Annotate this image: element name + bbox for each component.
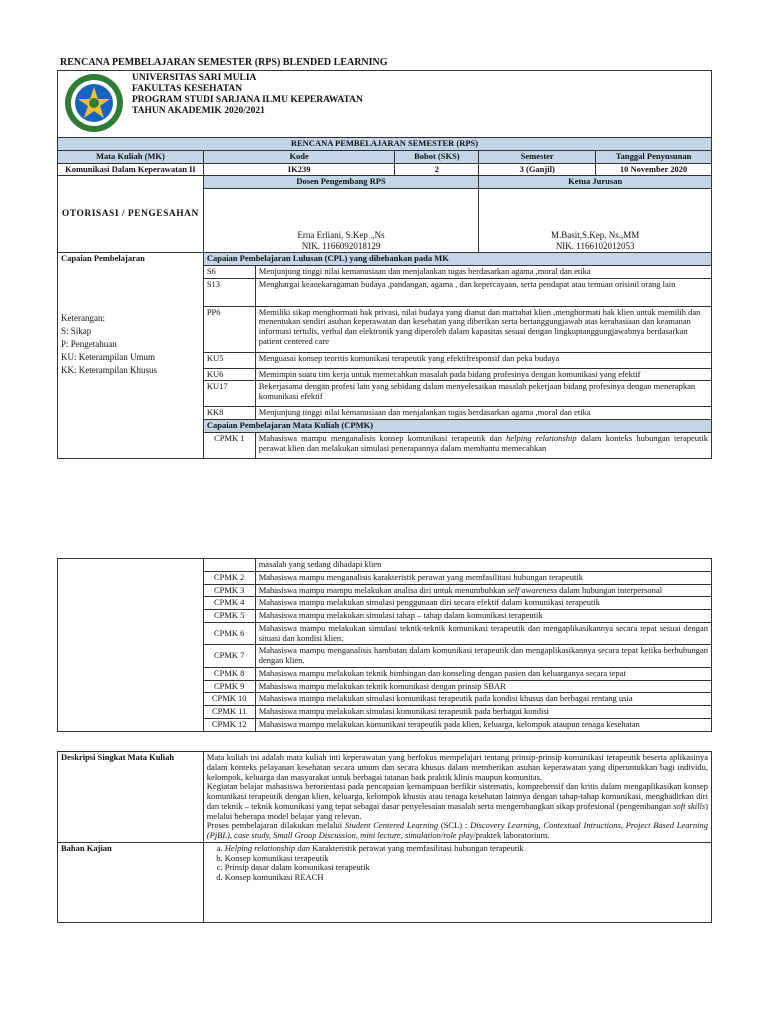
- dosen-signature: [203, 189, 478, 253]
- ketua-signature: [479, 189, 712, 253]
- rps-table-page1: [57, 137, 712, 459]
- cpl-text: Menghargai keanekaragaman budaya ,pandangan, agama , dan kepercayaan, serta pendapat atau temuan orisinil orang lain: [255, 278, 711, 306]
- course-date: 10 November 2020: [596, 163, 712, 176]
- capaian-continued-cell: [58, 559, 204, 732]
- rps-table-page2: [57, 558, 712, 732]
- program-name: PROGRAM STUDI SARJANA ILMU KEPERAWATAN: [132, 95, 363, 105]
- deskripsi-p1: Mata kuliah ini adalah mata kuliah inti keperawatan yang berfokus mempelajari tentang prinsip-prinsip komunikasi terapeutik beserta aplikasinya dalam konteks pelayanan kesehatan secara umum dan secara khusus dalam memberikan asuhan keperawatan yang diperuntukkan bagi individu, kelompok, keluarga dan masyarakat untuk berbagai tatanan baik praktik klinis maupun komunitas.: [206, 752, 708, 782]
- cpmk-text: Mahasiswa mampu melakukan teknik bimbingan dan konseling dengan pasien dan keluarganya secara tepat: [255, 667, 711, 680]
- keterangan-s: S: Sikap: [61, 325, 92, 336]
- document-title: RENCANA PEMBELAJARAN SEMESTER (RPS) BLENDED LEARNING: [60, 57, 388, 68]
- cpl-heading: Capaian Pembelajaran Lulusan (CPL) yang dibebankan pada MK: [203, 253, 711, 266]
- deskripsi-p3: Proses pembelajaran dilakukan melalui Student Centered Learning (SCL) : Discovery Learning, Contextual Intructions, Project Based Learning (PjBL), case study, Small Group Discussion, mini lecture, simulation/role play/praktek laboratorium.: [206, 820, 708, 841]
- ketua-label: Ketua Jurusan: [479, 176, 712, 189]
- otorisasi-label: OTORISASI / PENGESAHAN: [58, 176, 204, 253]
- cpmk-text: Mahasiswa mampu mampu melakukan analisa diri untuk menumbuhkan self awareness dalam hubungan interpersonal: [255, 584, 711, 597]
- keterangan-kk: KK: Keterampilan Khusus: [61, 364, 157, 375]
- cpl-code: KU5: [203, 352, 255, 368]
- university-name: UNIVERSITAS SARI MULIA: [132, 73, 257, 83]
- col-bobot-header: Bobot (SKS): [395, 150, 479, 163]
- cpl-text: Menguasai konsep teoritis komunikasi terapeutik yang efektifresponsif dan peka budaya: [255, 352, 711, 368]
- cpl-code: PP6: [203, 306, 255, 352]
- keterangan-p: P: Pengetahuan: [61, 338, 117, 349]
- cpmk-code: CPMK 8: [203, 667, 255, 680]
- cpmk-text: masalah yang sedang dihadapi klien: [255, 559, 711, 572]
- cpmk-text: Mahasiswa mampu melakukan simulasi komunikasi terapeutik pada kondisi khusus dan berbagai rentang usia: [255, 693, 711, 706]
- col-semester-header: Semester: [479, 150, 596, 163]
- keterangan-title: Keterangan:: [61, 312, 105, 323]
- cpl-text: Memimpin suatu tim kerja untuk memecahkan masalah pada bidang profesinya dengan komunikasi yang efektif: [255, 368, 711, 381]
- bahan-content: [203, 842, 711, 922]
- cpmk-code: CPMK 10: [203, 693, 255, 706]
- cpmk-code: CPMK 7: [203, 645, 255, 668]
- cpmk-text: Mahasiswa mampu melakukan simulasi komunikasi terapeutik pada berbagai kondisi: [255, 706, 711, 719]
- cpmk-text: Mahasiswa mampu melakukan simulasi penggunaan diri secara efektif dalam komunikasi terapeutik: [255, 597, 711, 610]
- faculty-name: FAKULTAS KESEHATAN: [132, 84, 243, 94]
- deskripsi-p2: Kegiatan belajar mahasiswa berorientasi pada pencapaian kemampuan berfikir sistematis, komprehensif dan kritis dalam mengaplikasikan konsep komunikasi terapeutik dengan klien, keluarga, kelompok khusus atau tenaga kesehatan lainnya dengan tahap-tahap komunikasi, menghadirkan diri dan teknik – teknik komunikasi yang tepat sebagai dasar penyelesaian masalah serta mengembangkan sikap profesional (pengembangan soft skills) melalui beberapa model belajar yang relevan.: [206, 781, 708, 821]
- cpmk-code: CPMK 6: [203, 622, 255, 645]
- dosen-label: Dosen Pengembang RPS: [203, 176, 478, 189]
- cpl-code: KU17: [203, 381, 255, 407]
- cpmk-code: CPMK 1: [203, 432, 255, 458]
- university-logo-icon: [64, 73, 124, 133]
- ketua-nik: NIK. 1166102012053: [555, 240, 635, 251]
- keterangan-ku: KU: Keterampilan Umum: [61, 351, 155, 362]
- col-kode-header: Kode: [203, 150, 395, 163]
- dosen-name: Erna Erliani, S.Kep .,Ns: [297, 230, 385, 241]
- cpmk-code: CPMK 3: [203, 584, 255, 597]
- bahan-item: b. Konsep komunikasi terapeutik: [225, 854, 708, 864]
- col-tanggal-header: Tanggal Penyusunan: [596, 150, 712, 163]
- course-code: IK239: [203, 163, 395, 176]
- academic-year: TAHUN AKADEMIK 2020/2021: [132, 106, 265, 116]
- bahan-item: a. Helping relationship dan Karakteristik perawat yang memfasilitasi hubungan terapeutik: [225, 844, 708, 854]
- cpl-code: S6: [203, 265, 255, 278]
- capaian-label-cell: [58, 253, 204, 459]
- cpmk-text: Mahasiswa mampu melakukan simulasi teknik-teknik komunikasi terapeutik dan mengaplikasikannya secara tepat sesuai dengan situasi dan kondisi klien.: [255, 622, 711, 645]
- bahan-item: c. Prinsip dasar dalam komunikasi terapeutik: [225, 863, 708, 873]
- cpmk-code: CPMK 2: [203, 571, 255, 584]
- course-semester: 3 (Ganjil): [479, 163, 596, 176]
- cpmk-text: Mahasiswa mampu menganalisis konsep komunikasi terapeutik dan helping relationship dalam konteks hubungan terapeutik perawat klien dan melakukan simulasi penerapannya dalam membantu memecahkan: [255, 432, 711, 458]
- cpl-text: Memiliki sikap menghormati hak privasi, nilai budaya yang dianut dan martabat klien ,menghormati hak klien untuk memilih dan menentukan sendiri asuhan keperawatan dan kesehatan yang diberikan serta bertanggungjawab atas kerahasiaan dan keamanan informasi tertulis, verbal dan elektronik yang diperoleh dalam kapasitas sesuai dengan lingkuptanggungjawabnya berdasarkan patient centered care: [255, 306, 711, 352]
- col-mk-header: Mata Kuliah (MK): [58, 150, 204, 163]
- course-sks: 2: [395, 163, 479, 176]
- cpmk-code: CPMK 9: [203, 680, 255, 693]
- deskripsi-content: [203, 752, 711, 843]
- rps-heading: RENCANA PEMBELAJARAN SEMESTER (RPS): [58, 138, 712, 151]
- cpmk-code: CPMK 12: [203, 718, 255, 731]
- cpmk-text: Mahasiswa mampu melakukan teknik komunikasi dengan prinsip SBAR: [255, 680, 711, 693]
- cpmk-text: Mahasiswa mampu menganalisis hambatan dalam komunikasi terapeutik dan mengaplikasikannya secara tepat ketika berhubungan dengan klien.: [255, 645, 711, 668]
- cpmk-code: CPMK 5: [203, 610, 255, 623]
- cpmk-text: Mahasiswa mampu menganalisis karakteristik perawat yang memfasilitasi hubungan terapeutik: [255, 571, 711, 584]
- bahan-item: d. Konsep komunikasi REACH: [225, 873, 708, 883]
- cpmk-code: CPMK 11: [203, 706, 255, 719]
- bahan-list: [207, 844, 708, 883]
- cpmk-text: Mahasiswa mampu melakukan simulasi tahap – tahap dalam komunikasi terapeutik: [255, 610, 711, 623]
- cpl-code: KK8: [203, 407, 255, 420]
- capaian-label: Capaian Pembelajaran: [61, 253, 145, 264]
- cpl-code: S13: [203, 278, 255, 306]
- cpl-code: KU6: [203, 368, 255, 381]
- cpl-text: Menjunjung tinggi nilai kemanusiaan dan menjalankan tugas berdasarkan agama ,moral dan etika: [255, 407, 711, 420]
- bahan-label: Bahan Kajian: [58, 842, 204, 922]
- cpl-text: Menjunjung tinggi nilai kemanusiaan dan menjalankan tugas berdasarkan agama ,moral dan etika: [255, 265, 711, 278]
- cpmk-heading: Capaian Pembelajaran Mata Kuliah (CPMK): [203, 420, 711, 433]
- keterangan: [61, 312, 200, 377]
- ketua-name: M.Basit,S.Kep. Ns.,MM: [551, 230, 640, 241]
- cpl-text: Bekerjasama dengan profesi lain yang sebidang dalam menyelesaikan masalah pekerjaan bidang profesinya dengan menerapkan komunikasi efektif: [255, 381, 711, 407]
- course-name: Komunikasi Dalam Keperawatan II: [58, 163, 204, 176]
- deskripsi-table: [57, 751, 712, 923]
- cpmk-text: Mahasiswa mampu melakukan komunikasi terapeutik pada klien, keluarga, kelompok ataupun tenaga kesehatan: [255, 718, 711, 731]
- deskripsi-label-text: Deskripsi Singkat Mata Kuliah: [61, 752, 175, 762]
- dosen-nik: NIK. 1166092018129: [301, 240, 381, 251]
- cpmk-code: CPMK 4: [203, 597, 255, 610]
- institution-header: [57, 70, 712, 138]
- deskripsi-label-cell: [58, 752, 204, 843]
